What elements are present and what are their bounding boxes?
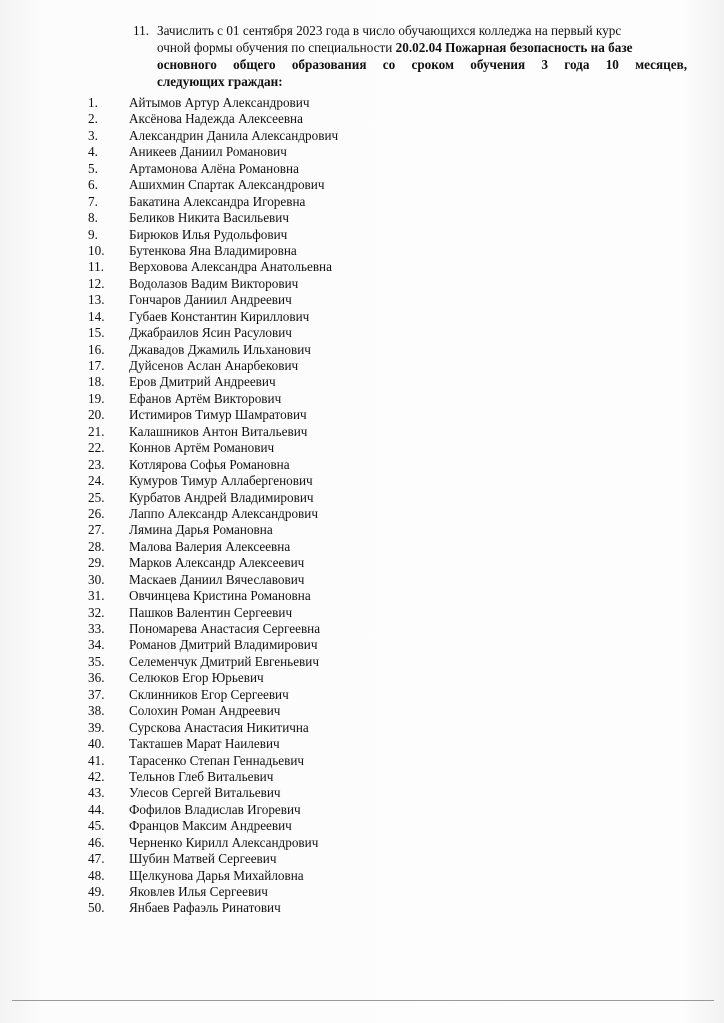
clause-line-2-text: очной формы обучения по специальности — [157, 40, 396, 55]
student-name: Склинников Егор Сергеевич — [129, 686, 289, 702]
list-item-number: 46. — [88, 834, 105, 850]
list-item — [0, 670, 724, 686]
list-item — [0, 637, 724, 653]
student-name: Тельнов Глеб Витальевич — [129, 768, 274, 784]
list-item-number: 49. — [88, 884, 105, 899]
student-name: Ашихмин Спартак Александрович — [129, 177, 325, 193]
list-item-number: 1. — [88, 95, 98, 110]
student-name: Романов Дмитрий Владимирович — [129, 637, 318, 653]
list-item-number: 48. — [88, 867, 105, 883]
list-item — [0, 605, 724, 621]
list-item — [0, 835, 724, 851]
list-item-number: 9. — [88, 226, 98, 242]
clause-line-1-text: Зачислить с 01 сентября 2023 года в число обучающихся колледжа на первый курс — [157, 23, 622, 38]
list-item-number: 3. — [88, 127, 98, 143]
list-item — [0, 539, 724, 555]
list-item-number: 25. — [88, 489, 105, 505]
list-item — [0, 407, 724, 423]
list-item-number: 7. — [88, 193, 98, 209]
clause-line-4: следующих граждан: — [157, 74, 283, 89]
list-item — [0, 210, 724, 226]
list-item — [0, 358, 724, 374]
list-item-number: 29. — [88, 555, 105, 571]
student-name: Малова Валерия Алексеевна — [129, 538, 291, 554]
student-name: Александрин Данила Александрович — [129, 127, 339, 143]
list-item-number: 47. — [88, 851, 105, 867]
list-item-number: 19. — [88, 390, 105, 406]
list-item — [0, 868, 724, 884]
list-item-number: 12. — [88, 275, 105, 291]
list-item — [0, 736, 724, 752]
student-name: Маскаев Даниил Вячеславович — [129, 571, 305, 587]
list-item-number: 44. — [88, 801, 105, 817]
list-item — [0, 802, 724, 818]
list-item — [0, 161, 724, 177]
student-name: Аксёнова Надежда Алексеевна — [129, 111, 303, 127]
clause-line-2 — [133, 39, 687, 56]
student-name: Яковлев Илья Сергеевич — [129, 884, 268, 899]
list-item — [0, 424, 724, 440]
student-name: Калашников Антон Витальевич — [129, 423, 308, 439]
student-name: Щелкунова Дарья Михайловна — [129, 867, 304, 883]
list-item — [0, 687, 724, 703]
list-item — [0, 851, 724, 867]
list-item — [0, 374, 724, 390]
list-item-number: 11. — [88, 259, 104, 275]
student-name: Айтымов Артур Александрович — [129, 95, 310, 110]
student-name: Селюков Егор Юрьевич — [129, 670, 264, 686]
student-name: Сурскова Анастасия Никитична — [129, 719, 309, 735]
list-item-number: 26. — [88, 505, 105, 521]
list-item-number: 16. — [88, 341, 105, 357]
list-item — [0, 522, 724, 538]
list-item — [0, 769, 724, 785]
list-item-number: 10. — [88, 242, 105, 258]
list-item — [0, 490, 724, 506]
student-name: Бутенкова Яна Владимировна — [129, 242, 297, 258]
list-item-number: 5. — [88, 160, 98, 176]
student-name: Овчинцева Кристина Романовна — [129, 588, 311, 604]
student-name: Улесов Сергей Витальевич — [129, 785, 281, 801]
clause-line-3: основного общего образования со сроком обучения 3 года 10 месяцев, — [157, 57, 687, 72]
list-item — [0, 440, 724, 456]
student-name: Марков Александр Алексеевич — [129, 555, 305, 571]
specialty-code-name: 20.02.04 Пожарная безопасность на базе — [395, 40, 633, 55]
student-name: Курбатов Андрей Владимирович — [129, 489, 314, 505]
student-name: Ефанов Артём Викторович — [129, 390, 282, 406]
list-item — [0, 621, 724, 637]
list-item — [0, 95, 724, 111]
clause-line-1 — [133, 22, 687, 39]
list-item — [0, 572, 724, 588]
student-name: Черненко Кирилл Александрович — [129, 834, 319, 850]
list-item — [0, 342, 724, 358]
student-name: Францов Максим Андреевич — [129, 818, 292, 834]
list-item — [0, 506, 724, 522]
list-item — [0, 111, 724, 127]
student-name: Пономарева Анастасия Сергеевна — [129, 621, 321, 636]
list-item — [0, 555, 724, 571]
list-item-number: 41. — [88, 752, 105, 768]
student-name: Верховова Александра Анатольевна — [129, 259, 332, 275]
list-item — [0, 177, 724, 193]
list-item-number: 23. — [88, 456, 105, 472]
student-name: Артамонова Алёна Романовна — [129, 160, 299, 176]
student-name: Гончаров Даниил Андреевич — [129, 292, 292, 308]
list-item-number: 34. — [88, 637, 105, 653]
list-item — [0, 128, 724, 144]
list-item — [0, 227, 724, 243]
list-item-number: 15. — [88, 325, 105, 341]
list-item-number: 14. — [88, 308, 105, 324]
list-item — [0, 325, 724, 341]
list-item-number: 4. — [88, 144, 98, 160]
student-name: Водолазов Вадим Викторович — [129, 275, 299, 291]
list-item — [0, 144, 724, 160]
student-name: Истимиров Тимур Шамратович — [129, 407, 307, 423]
list-item-number: 13. — [88, 292, 105, 308]
student-name: Джавадов Джамиль Ильханович — [129, 341, 311, 357]
list-item-number: 18. — [88, 374, 105, 390]
list-item — [0, 654, 724, 670]
list-item-number: 30. — [88, 571, 105, 587]
list-item — [0, 292, 724, 308]
student-name: Пашков Валентин Сергеевич — [129, 604, 293, 620]
student-name: Беликов Никита Васильевич — [129, 210, 289, 226]
list-item-number: 32. — [88, 604, 105, 620]
student-name: Янбаев Рафаэль Ринатович — [129, 900, 281, 916]
list-item-number: 8. — [88, 210, 98, 226]
list-item-number: 43. — [88, 785, 105, 801]
list-item — [0, 243, 724, 259]
list-item — [0, 194, 724, 210]
student-name: Бакатина Александра Игоревна — [129, 193, 306, 209]
student-name: Шубин Матвей Сергеевич — [129, 851, 277, 867]
list-item — [0, 391, 724, 407]
student-name: Губаев Константин Кириллович — [129, 308, 310, 324]
enrollment-clause — [133, 22, 687, 90]
student-name: Аникеев Даниил Романович — [129, 144, 287, 160]
list-item-number: 39. — [88, 719, 105, 735]
list-item-number: 33. — [88, 621, 105, 636]
list-item-number: 28. — [88, 538, 105, 554]
student-name: Лямина Дарья Романовна — [129, 522, 273, 538]
student-name: Селеменчук Дмитрий Евгеньевич — [129, 653, 319, 669]
list-item — [0, 785, 724, 801]
student-name: Бирюков Илья Рудольфович — [129, 226, 288, 242]
student-list — [0, 95, 724, 917]
list-item — [0, 588, 724, 604]
student-name: Котлярова Софья Романовна — [129, 456, 290, 472]
list-item-number: 40. — [88, 736, 105, 752]
student-name: Такташев Марат Наилевич — [129, 736, 280, 752]
list-item — [0, 259, 724, 275]
list-item-number: 21. — [88, 423, 105, 439]
list-item — [0, 473, 724, 489]
student-name: Джабраилов Ясин Расулович — [129, 325, 292, 341]
list-item — [0, 884, 724, 900]
student-name: Тарасенко Степан Геннадьевич — [129, 752, 305, 768]
student-name: Еров Дмитрий Андреевич — [129, 374, 276, 390]
list-item-number: 24. — [88, 473, 105, 489]
list-item-number: 37. — [88, 686, 105, 702]
student-name: Фофилов Владислав Игоревич — [129, 801, 301, 817]
list-item-number: 50. — [88, 900, 105, 916]
list-item-number: 36. — [88, 670, 105, 686]
list-item-number: 6. — [88, 177, 98, 193]
list-item-number: 45. — [88, 818, 105, 834]
student-name: Лаппо Александр Александрович — [129, 505, 318, 521]
list-item — [0, 457, 724, 473]
list-item-number: 38. — [88, 703, 105, 719]
clause-number: 11. — [133, 23, 149, 38]
list-item-number: 20. — [88, 407, 105, 423]
page-bottom-rule — [12, 1000, 714, 1001]
list-item-number: 27. — [88, 522, 105, 538]
list-item — [0, 276, 724, 292]
list-item-number: 2. — [88, 111, 98, 127]
list-item — [0, 900, 724, 916]
list-item — [0, 309, 724, 325]
list-item-number: 22. — [88, 440, 105, 456]
student-name: Дуйсенов Аслан Анарбекович — [129, 358, 299, 373]
student-name: Коннов Артём Романович — [129, 440, 275, 456]
list-item-number: 35. — [88, 653, 105, 669]
student-name: Солохин Роман Андреевич — [129, 703, 281, 719]
student-name: Кумуров Тимур Аллабергенович — [129, 473, 313, 489]
list-item-number: 42. — [88, 768, 105, 784]
list-item — [0, 818, 724, 834]
list-item — [0, 703, 724, 719]
list-item — [0, 720, 724, 736]
list-item — [0, 753, 724, 769]
list-item-number: 31. — [88, 588, 105, 604]
list-item-number: 17. — [88, 358, 105, 373]
